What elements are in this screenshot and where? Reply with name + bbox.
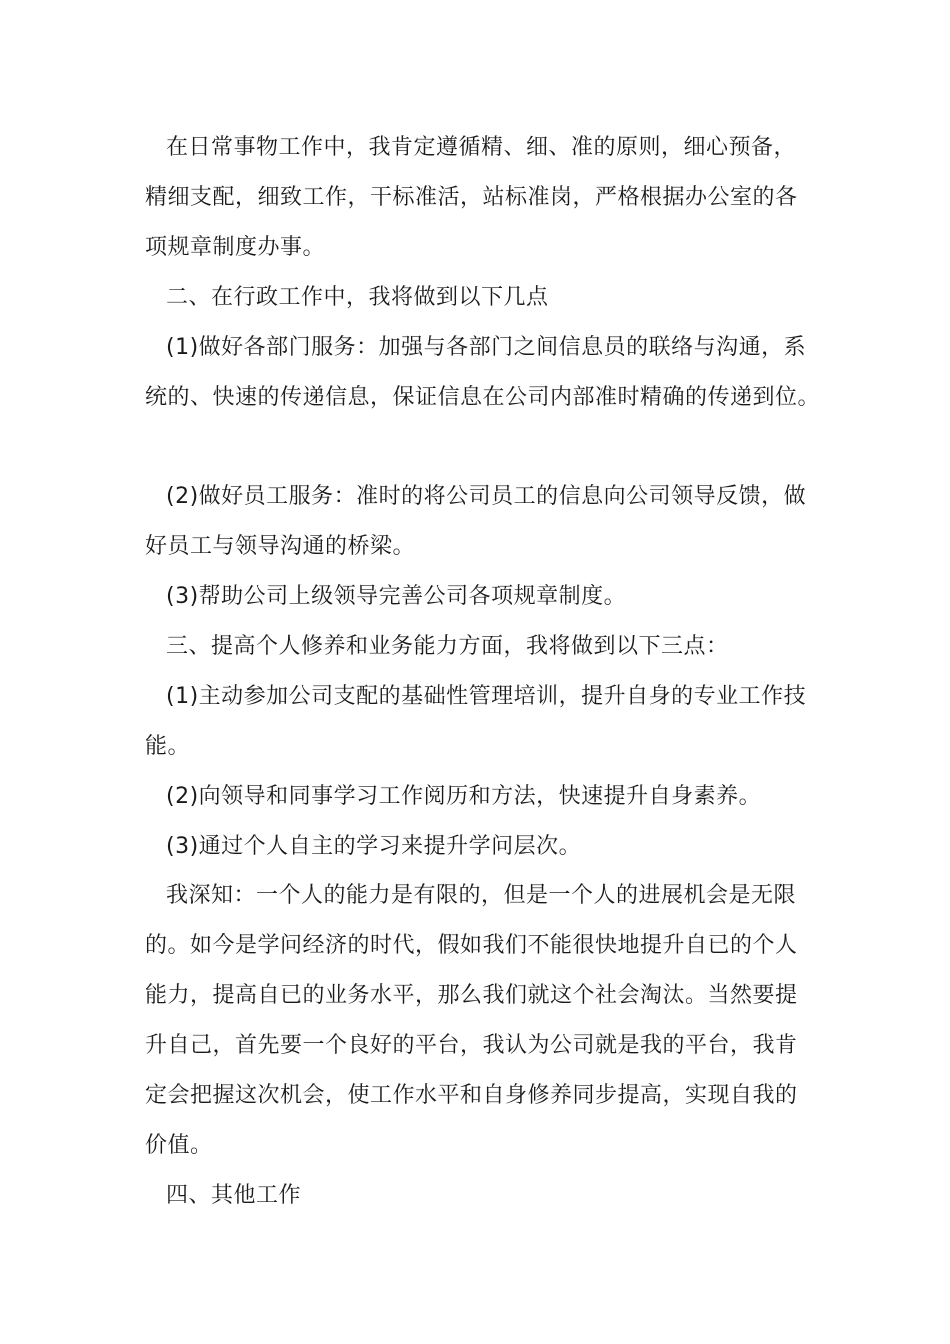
text-line: 定会把握这次机会，使工作水平和自身修养同步提高，实现自我的 <box>145 1083 798 1108</box>
text-line: 项规章制度办事。 <box>145 235 326 260</box>
text-line: 能力，提高自已的业务水平，那么我们就这个社会淘汰。当然要提 <box>145 983 798 1008</box>
text-line: 升自己，首先要一个良好的平台，我认为公司就是我的平台，我肯 <box>145 1033 798 1058</box>
text-line: 的。如今是学问经济的时代，假如我们不能很快地提升自已的个人 <box>145 933 798 958</box>
text-line: 统的、快速的传递信息，保证信息在公司内部准时精确的传递到位。 <box>145 385 821 410</box>
text-line: (2)做好员工服务：准时的将公司员工的信息向公司领导反馈，做 <box>166 484 807 509</box>
section-heading: 四、其他工作 <box>166 1183 302 1208</box>
section-heading: 三、提高个人修养和业务能力方面，我将做到以下三点： <box>166 634 729 659</box>
text-line: (3)通过个人自主的学习来提升学问层次。 <box>166 834 582 859</box>
text-line: (3)帮助公司上级领导完善公司各项规章制度。 <box>166 584 627 609</box>
text-line: (1)主动参加公司支配的基础性管理培训，提升自身的专业工作技 <box>166 684 807 709</box>
text-line: 价值。 <box>145 1133 213 1158</box>
text-line: 精细支配，细致工作，干标准活，站标准岗，严格根据办公室的各 <box>145 185 798 210</box>
text-line: (2)向领导和同事学习工作阅历和方法，快速提升自身素养。 <box>166 784 762 809</box>
text-line: 我深知：一个人的能力是有限的，但是一个人的进展机会是无限 <box>166 883 797 908</box>
text-line: 在日常事物工作中，我肯定遵循精、细、准的原则，细心预备， <box>166 135 797 160</box>
text-line: (1)做好各部门服务：加强与各部门之间信息员的联络与沟通，系 <box>166 335 807 360</box>
section-heading: 二、在行政工作中，我将做到以下几点 <box>166 285 549 310</box>
text-line: 好员工与领导沟通的桥梁。 <box>145 534 416 559</box>
text-line: 能。 <box>145 734 191 759</box>
